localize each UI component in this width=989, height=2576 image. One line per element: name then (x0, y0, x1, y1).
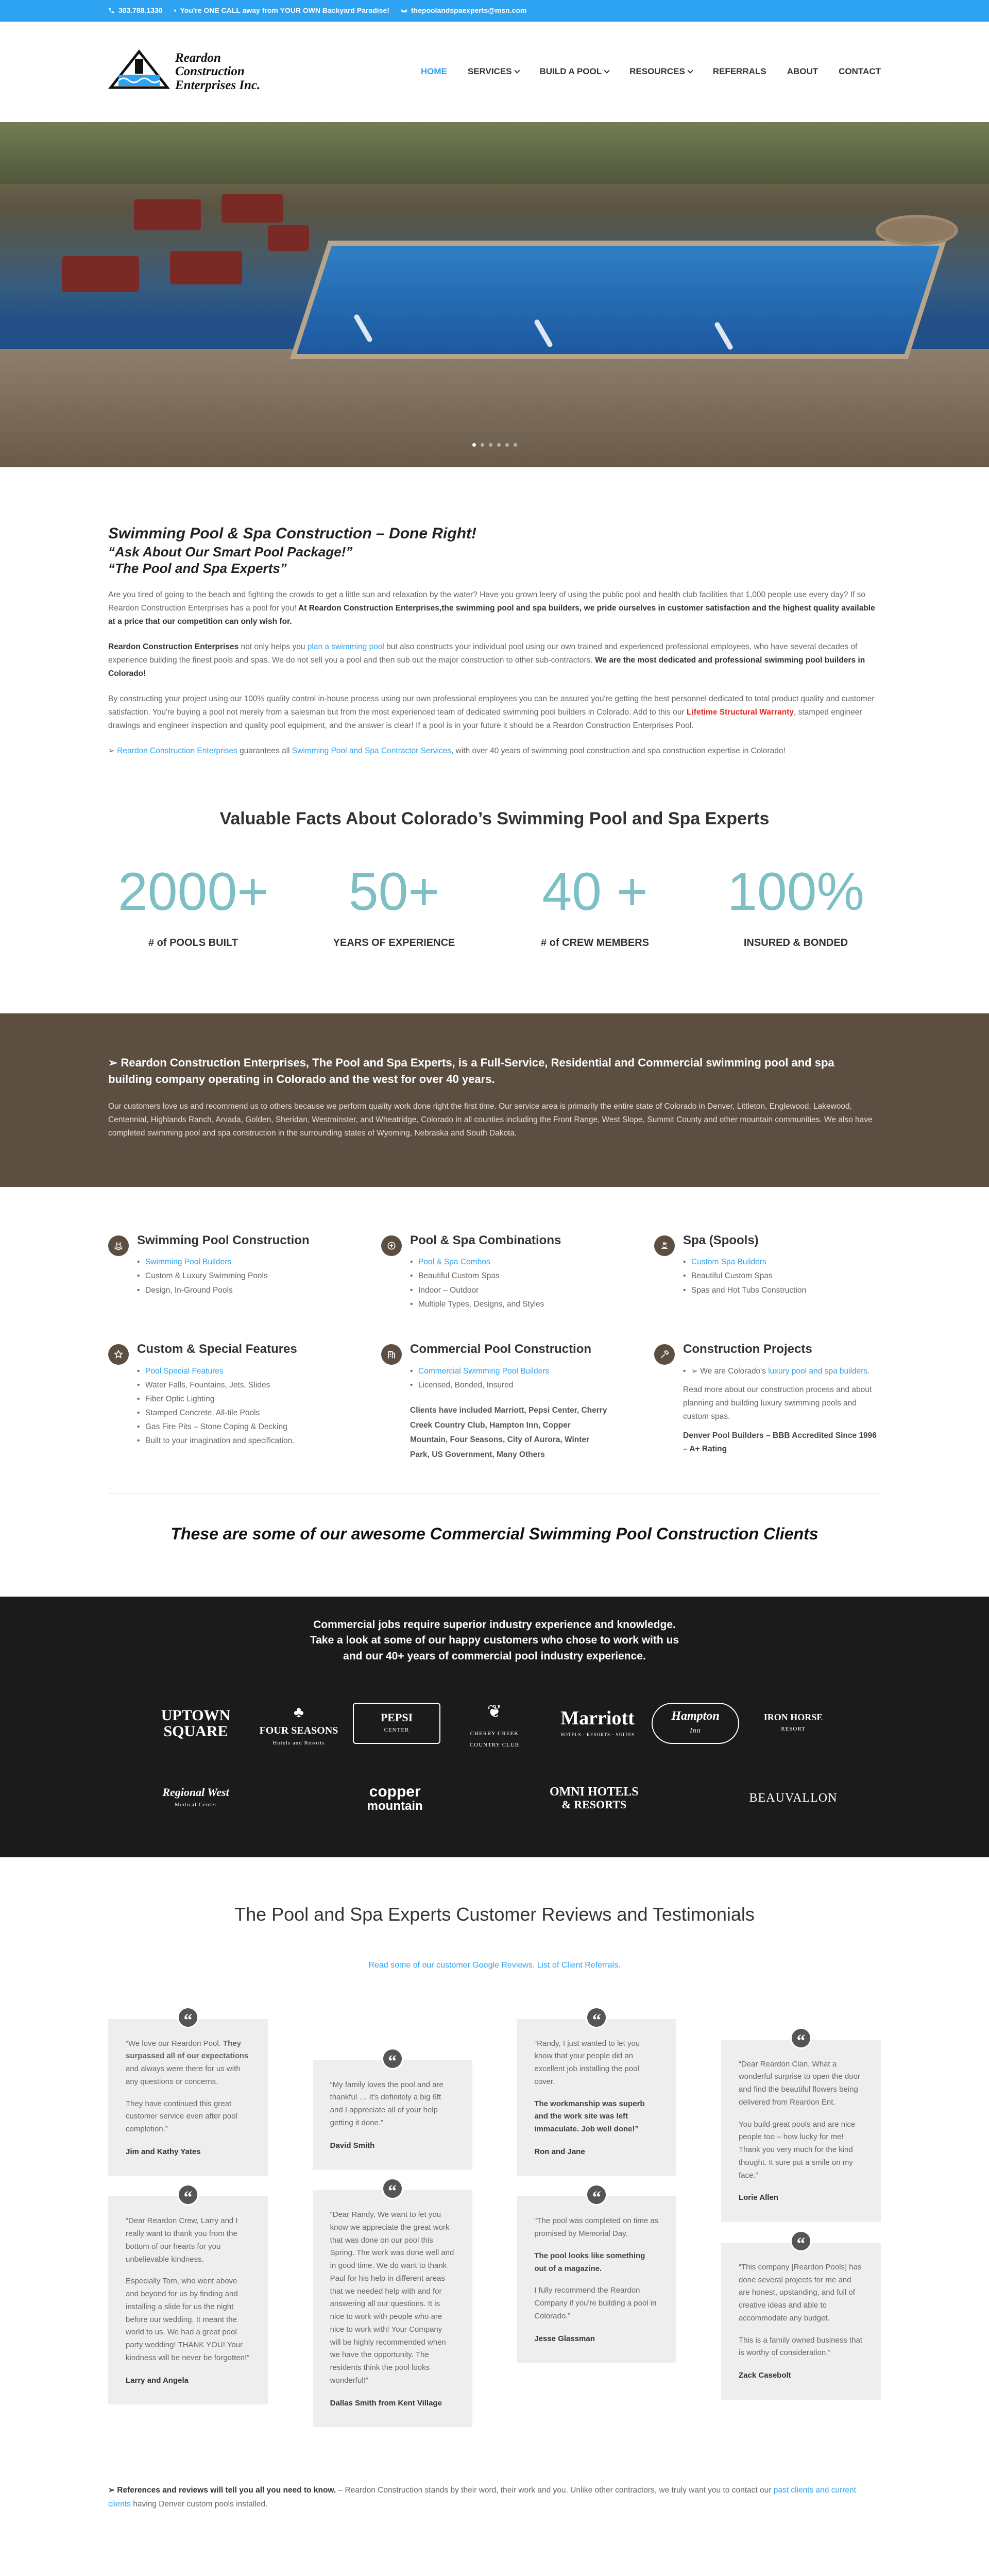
review-text-segment: and always were there for us with any questions or concerns. (126, 2064, 241, 2086)
nav-contact[interactable] (839, 64, 881, 79)
review-author: Larry and Angela (126, 2376, 189, 2385)
fact-label: # of CREW MEMBERS (541, 937, 649, 948)
review-text-segment: The workmanship was superb and the work site was left immaculate. Job well done!” (534, 2099, 645, 2134)
fact-insured (711, 861, 881, 952)
chevron-down-icon (514, 67, 520, 73)
chevron-down-icon (687, 67, 693, 73)
fact-number: 2000+ (117, 861, 269, 922)
client-logo-uptown-square (147, 1700, 245, 1747)
luxury-builders-link[interactable]: luxury pool and spa builders (768, 1366, 868, 1376)
service-list (137, 1364, 297, 1448)
service-spa (654, 1233, 881, 1311)
hammer-icon (654, 1344, 675, 1365)
company-link[interactable]: Reardon Construction Enterprises (117, 746, 237, 755)
logo-line-1: Reardon (175, 51, 221, 65)
nav-referrals-label: REFERRALS (712, 66, 766, 77)
reviews-column (108, 2010, 268, 2428)
projects-text: ➢ We are Colorado's (691, 1366, 769, 1376)
client-logo-name: PEPSI (380, 1711, 413, 1724)
review-text-segment: They surpassed all of our expectations (126, 2039, 249, 2061)
reviews-column (721, 2031, 881, 2428)
review-card (108, 2010, 268, 2176)
clients-section (0, 1597, 989, 1857)
intro-p1-bold: At Reardon Construction Enterprises,the swimming pool and spa builders, we pride ourselves in customer satisfaction and the highest quality available at a price that our competition can only wish for. (108, 603, 875, 626)
client-logo-sub: CENTER (384, 1727, 410, 1734)
topbar-email-text: thepoolandspaexperts@msn.com (411, 6, 527, 15)
topbar-email[interactable] (401, 5, 526, 17)
review-author: Dallas Smith from Kent Village (330, 2398, 442, 2408)
spa-icon (654, 1235, 675, 1256)
review-text (534, 2284, 659, 2323)
intro-paragraph-3 (108, 692, 881, 733)
list-item: • Water Falls, Fountains, Jets, Slides (137, 1378, 297, 1392)
client-logo-pepsi-center (353, 1703, 440, 1744)
fact-years (309, 861, 479, 952)
intro-p2-text-2: but also constructs your individual pool using our own trained and experienced professional employees, who have several decades of experience building the finest pools and spas. We do not sell you a pool and then sub out the major construction to other sub-contractors. (108, 642, 858, 665)
review-text-segment: “Dear Reardon Clan, What a wonderful surprise to open the door and find the beautiful flowers being delivered from Reardon Ent. (738, 2059, 860, 2107)
intro-p2-company: Reardon Construction Enterprises (108, 642, 239, 651)
clients-intro (0, 1617, 989, 1664)
fact-number: 40 + (542, 861, 648, 922)
reviews-column (313, 2052, 472, 2428)
quote-icon: “ (177, 2184, 199, 2206)
reviews-title: The Pool and Spa Experts Customer Reviews and Testimonials (234, 1904, 755, 1925)
logo-line-3: Enterprises Inc. (175, 78, 261, 92)
nav-home-label: HOME (420, 66, 447, 77)
nav-about[interactable] (787, 64, 818, 79)
list-item: • Stamped Concrete, All-tile Pools (137, 1406, 297, 1420)
review-text (534, 2250, 659, 2276)
client-logo-name: copper (369, 1783, 421, 1800)
intro-subtitle-2: “The Pool and Spa Experts” (108, 561, 287, 576)
client-logo-sub: COUNTRY CLUB (469, 1742, 520, 1749)
services-link[interactable]: Swimming Pool and Spa Contractor Services (292, 746, 452, 755)
service-title: Spa (Spools) (683, 1233, 759, 1247)
nav-resources-label: RESOURCES (629, 66, 685, 77)
service-title: Construction Projects (683, 1342, 812, 1356)
service-link[interactable]: Swimming Pool Builders (145, 1258, 232, 1267)
nav-about-label: ABOUT (787, 66, 819, 77)
phone-icon (108, 7, 115, 14)
nav-contact-label: CONTACT (839, 66, 881, 77)
service-pool-spa-combo (381, 1233, 608, 1311)
facts-title: Valuable Facts About Colorado’s Swimming Pool and Spa Experts (219, 808, 770, 828)
client-logo-four-seasons (250, 1700, 348, 1747)
review-text-segment: I fully recommend the Reardon Company if you're building a pool in Colorado.” (534, 2286, 657, 2320)
facts-counters (108, 861, 881, 1013)
fact-crew (510, 861, 680, 952)
list-item[interactable] (683, 1255, 806, 1269)
service-list (410, 1255, 561, 1311)
site-header (0, 22, 989, 122)
client-logo-name: CHERRY CREEK (470, 1730, 519, 1737)
service-list (683, 1255, 806, 1297)
slider-dot[interactable] (514, 443, 517, 447)
intro-paragraph-2 (108, 640, 881, 681)
review-text-segment: You build great pools and are nice people too – how lucky for me! Thank you very much for the kind thought. It sure put a smile on my face.” (738, 2120, 856, 2180)
intro-p3-text: By constructing your project using our 100% quality control in-house process using our own professional employees you can be assured you're getting the best personnel dedicated to total product quality and customer satisfaction. You're buying a pool not merely from a salesman but from the most experienced team of dedicated swimming pool builders in Colorado. Add to this our (108, 694, 875, 717)
services-row (108, 1342, 881, 1463)
review-text-segment: They have continued this great customer service even after pool completion.” (126, 2099, 237, 2134)
fact-number: 50+ (348, 861, 440, 922)
fact-label: YEARS OF EXPERIENCE (333, 937, 455, 948)
client-logo-name: UPTOWN (161, 1706, 231, 1724)
client-list-link[interactable]: past clients and current clients (108, 2486, 856, 2509)
review-text (739, 2058, 863, 2109)
review-text (126, 2038, 250, 2089)
review-text (534, 2098, 659, 2136)
client-logo-name: FOUR SEASONS (259, 1724, 338, 1736)
review-author: Jesse Glassman (534, 2334, 595, 2343)
bbb-note: Denver Pool Builders – BBB Accredited Since 1996 – A+ Rating (683, 1431, 877, 1454)
intro-p4-text-2: , with over 40 years of swimming pool construction and spa construction expertise in Colorado! (451, 746, 786, 755)
service-swimming-pool (108, 1233, 335, 1311)
list-item (683, 1364, 881, 1378)
topbar-phone[interactable] (108, 5, 163, 17)
review-text-segment: “My family loves the pool and are thankful … It's definitely a big 6ft and I appreciate all of your help getting it done.” (330, 2080, 444, 2127)
list-item: • Licensed, Bonded, Insured (410, 1378, 608, 1392)
review-text (534, 2038, 659, 2089)
client-logo-sub: Medical Center (174, 1802, 217, 1808)
list-item[interactable] (137, 1255, 310, 1269)
reviews-column (517, 2010, 676, 2428)
service-list (137, 1255, 310, 1297)
client-logo-beauvallon (744, 1775, 842, 1821)
services-row (108, 1233, 881, 1311)
topbar-promo-text: You're ONE CALL away from YOUR OWN Backyard Paradise! (180, 6, 389, 15)
list-item: • Fiber Optic Lighting (137, 1392, 297, 1406)
reviews-grid (108, 2010, 881, 2428)
reviews-subtitle[interactable] (108, 1958, 881, 1972)
service-link[interactable]: Custom Spa Builders (691, 1258, 766, 1267)
clients-intro-line: and our 40+ years of commercial pool industry experience. (343, 1650, 646, 1662)
slider-dots (0, 443, 989, 447)
slider-dot[interactable] (497, 443, 501, 447)
services-section (108, 1187, 881, 1548)
client-logo-sub: HOTELS · RESORTS · SUITES (560, 1732, 635, 1737)
fact-pools-built (108, 861, 278, 952)
building-icon (381, 1344, 402, 1365)
nav-services[interactable] (468, 64, 519, 79)
review-text (739, 2334, 863, 2360)
client-logos (147, 1700, 842, 1821)
review-author: Zack Casebolt (738, 2371, 791, 2380)
review-card (108, 2188, 268, 2404)
client-logo-cherry-creek (446, 1700, 543, 1747)
clients-intro-line: Commercial jobs require superior industry experience and knowledge. (313, 1618, 676, 1631)
review-text (330, 2209, 455, 2387)
hero-chair (134, 199, 201, 230)
review-text (739, 2261, 863, 2325)
intro-title: Swimming Pool & Spa Construction – Done Right! (108, 525, 477, 542)
service-projects (654, 1342, 881, 1463)
service-link[interactable]: Commercial Swimming Pool Builders (418, 1366, 550, 1376)
client-logo-marriott (549, 1700, 646, 1747)
client-logo-name: Marriott (560, 1707, 635, 1729)
service-link[interactable]: Pool & Spa Combos (418, 1258, 490, 1267)
slider-dot[interactable] (481, 443, 484, 447)
slider-dot[interactable] (472, 443, 476, 447)
references-text: – Reardon Construction stands by their word, their work and you. Unlike other contractors, we truly want you to contact our (336, 2486, 774, 2495)
client-logo-sub: Hotels and Resorts (272, 1739, 325, 1746)
slider-dot[interactable] (489, 443, 492, 447)
review-text (534, 2215, 659, 2241)
review-text (126, 2215, 250, 2266)
review-text-segment: “Randy, I just wanted to let you know that your people did an excellent job installing the pool cover. (534, 2039, 640, 2086)
review-card (517, 2188, 676, 2363)
hero-chair (170, 251, 242, 284)
about-band (0, 1013, 989, 1187)
hero-chair (62, 256, 139, 292)
intro-p2-text: not only helps you (238, 642, 308, 651)
client-logo-hampton-inn (652, 1703, 739, 1744)
list-item: • Custom & Luxury Swimming Pools (137, 1269, 310, 1283)
about-band-body: Our customers love us and recommend us to others because we perform quality work done right the first time. Our service area is primarily the entire state of Colorado in Denver, Littleton, Englewood, Lakewood, Centennial, Highlands Ranch, Arvada, Golden, Sheridan, Westminster, and Wheatridge, Colorado in all counties including the Front Range, West Slope, Summit County and other mountain communities. We also have completed swimming pool and spa construction in the surrounding states of Wyoming, Nebraska and South Dakota. (108, 1101, 873, 1138)
quote-icon: “ (177, 2007, 199, 2028)
review-card (517, 2010, 676, 2176)
list-item: • Design, In-Ground Pools (137, 1283, 310, 1297)
review-text-segment: The pool looks like something out of a magazine. (534, 2251, 645, 2273)
review-card (313, 2182, 472, 2427)
logo-line-2: Construction (175, 64, 245, 79)
list-item: • Built to your imagination and specification. (137, 1434, 297, 1448)
service-special-features (108, 1342, 335, 1463)
client-logo-omni (545, 1775, 643, 1821)
review-text-segment: Especially Tom, who went above and beyond for us by finding and installing a slide for us the night before our wedding. It meant the world to us. We had a great pool party wedding! THANK YOU! Your kindness will be never be forgotten!” (126, 2277, 250, 2362)
review-card (721, 2234, 881, 2400)
references-text-end: having Denver custom pools installed. (130, 2499, 268, 2509)
review-text (126, 2098, 250, 2136)
review-text-segment: This is a family owned business that is worthy of consideration.” (738, 2335, 863, 2358)
service-title: Pool & Spa Combinations (410, 1233, 561, 1247)
combo-icon (381, 1235, 402, 1256)
list-item[interactable] (410, 1255, 561, 1269)
quote-icon: “ (790, 2027, 812, 2049)
list-item: • Indoor – Outdoor (410, 1283, 561, 1297)
tree-icon: ♣ (294, 1703, 304, 1721)
client-logo-name: OMNI HOTELS (549, 1785, 639, 1799)
client-logo-regional-west (147, 1775, 245, 1821)
intro-p4-text: guarantees all (237, 746, 292, 755)
review-author: Jim and Kathy Yates (126, 2147, 201, 2156)
nav-build-a-pool[interactable] (540, 64, 609, 79)
logo-mark-icon (108, 46, 170, 98)
intro-paragraph-4 (108, 744, 881, 758)
list-item: • Multiple Types, Designs, and Styles (410, 1297, 561, 1311)
hero-slider[interactable] (0, 122, 989, 467)
star-icon (108, 1344, 129, 1365)
review-author: David Smith (330, 2141, 375, 2150)
envelope-icon (401, 7, 407, 14)
review-card (721, 2031, 881, 2222)
hero-chair (268, 225, 309, 251)
slider-dot[interactable] (505, 443, 509, 447)
list-item: • Spas and Hot Tubs Construction (683, 1283, 806, 1297)
hero-chair (221, 194, 283, 223)
service-list (683, 1364, 881, 1378)
client-logo-sub: & RESORTS (561, 1798, 627, 1811)
intro-section (108, 467, 881, 1013)
review-text-segment: “This company [Reardon Pools] has done several projects for me and are honest, upstanding, and full of creative ideas and able to accommodate any budget. (738, 2262, 862, 2323)
pool-icon (108, 1235, 129, 1256)
references-paragraph (108, 2484, 881, 2576)
client-logo-sub: RESORT (781, 1726, 806, 1733)
hero-pool (290, 241, 947, 359)
hero-firepit (876, 215, 958, 246)
warranty-highlight: Lifetime Structural Warranty (687, 707, 794, 717)
client-logo-sub: SQUARE (163, 1723, 228, 1740)
hero-trees (0, 122, 989, 184)
topbar-phone-text: 303.788.1330 (118, 6, 163, 15)
review-author: Lorie Allen (738, 2193, 778, 2202)
intro-p3-text-2: , stamped engineer drawings and engineer inspection and quality pool equipment, and the answer is clear! If a pool is in your future it should be a Reardon Construction Enterprises Pool. (108, 707, 862, 731)
main-nav (421, 64, 881, 79)
client-logo-name: BEAUVALLON (749, 1791, 838, 1805)
list-item[interactable] (410, 1364, 608, 1378)
client-logo-name: Regional West (162, 1786, 229, 1799)
client-logo-iron-horse (744, 1700, 842, 1747)
projects-text-end: . (867, 1366, 870, 1376)
clients-intro-line: Take a look at some of our happy customers who chose to work with us (310, 1634, 679, 1647)
client-logo-copper-mountain (346, 1775, 444, 1821)
nav-resources[interactable] (629, 64, 692, 79)
review-text-segment: “Dear Randy, We want to let you know we appreciate the great work that was done on our pool this Spring. The work was done well and in good time. We do want to thank Paul for his help in different areas that we needed help with and for answering all our questions. It is nice to work with people who are nice to work with! Your Company will be highly recommended when we have the opportunity. The residents think the pool looks wonderful!” (330, 2210, 454, 2385)
intro-subtitle-1: “Ask About Our Smart Pool Package!” (108, 544, 353, 560)
quote-icon: “ (586, 2007, 607, 2028)
quote-icon: “ (382, 2048, 403, 2070)
logo-text (175, 52, 260, 92)
chevron-down-icon (604, 67, 609, 73)
intro-paragraph-1 (108, 588, 881, 629)
fact-label: # of POOLS BUILT (148, 937, 238, 948)
nav-referrals[interactable] (713, 64, 766, 79)
site-logo[interactable] (108, 44, 278, 100)
plan-pool-link[interactable]: plan a swimming pool (307, 642, 384, 651)
quote-icon: “ (586, 2184, 607, 2206)
intro-p1-text: Are you tired of going to the beach and fighting the crowds to get a little sun and relaxation by the water? Have you grown leery of using the public pool and health club facilities that 1,000 people use every day? If so Reardon Construction Enterprises has a pool for you! (108, 590, 865, 613)
reviews-section (108, 1857, 881, 2576)
intro-p2-bold: We are the most dedicated and professional swimming pool builders in Colorado! (108, 655, 865, 679)
client-logo-name: Hampton (671, 1709, 720, 1723)
commercial-clients-title: These are some of our awesome Commercial Swimming Pool Construction Clients (170, 1524, 819, 1543)
list-item: • Beautiful Custom Spas (683, 1269, 806, 1283)
list-item[interactable] (137, 1364, 297, 1378)
topbar-promo (174, 5, 389, 17)
crest-icon: ❦ (487, 1702, 502, 1721)
nav-services-label: SERVICES (467, 66, 512, 77)
list-item: • Beautiful Custom Spas (410, 1269, 561, 1283)
client-logo-sub: mountain (367, 1799, 423, 1814)
service-title: Commercial Pool Construction (410, 1342, 592, 1356)
client-logo-sub: Inn (690, 1726, 701, 1735)
nav-home[interactable] (421, 64, 447, 79)
service-link[interactable]: Pool Special Features (145, 1366, 224, 1376)
review-text (126, 2275, 250, 2364)
service-list (410, 1364, 608, 1392)
review-card (313, 2052, 472, 2170)
review-author: Ron and Jane (534, 2147, 585, 2156)
projects-paragraph: Read more about our construction process and about planning and building luxury swimming pools and custom spas. (683, 1385, 872, 1421)
about-band-heading: ➢ Reardon Construction Enterprises, The Pool and Spa Experts, is a Full-Service, Residential and Commercial swimming pool and spa building company operating in Colorado and the west for over 40 years. (108, 1056, 834, 1086)
references-lead: ➢ References and reviews will tell you all you need to know. (108, 2486, 336, 2495)
list-item: • Gas Fire Pits – Stone Coping & Decking (137, 1420, 297, 1434)
fact-label: INSURED & BONDED (743, 937, 848, 948)
hero-deck (0, 349, 989, 467)
review-text (330, 2079, 455, 2130)
fact-number: 100% (727, 861, 864, 922)
review-text-segment: “Dear Reardon Crew, Larry and I really want to thank you from the bottom of our hearts for you unbelievable kindness. (126, 2216, 238, 2264)
arrow-icon: ➢ (108, 746, 117, 755)
bullet-icon: • (174, 6, 177, 15)
quote-icon: “ (790, 2230, 812, 2252)
nav-build-a-pool-label: BUILD A POOL (539, 66, 602, 77)
service-title: Swimming Pool Construction (137, 1233, 310, 1247)
client-logo-name: IRON HORSE (763, 1712, 823, 1723)
google-reviews-link[interactable]: Read some of our customer Google Reviews. List of Client Referrals. (368, 1961, 621, 1970)
quote-icon: “ (382, 2178, 403, 2199)
review-text-segment: “The pool was completed on time as promised by Memorial Day. (534, 2216, 659, 2239)
top-bar (0, 0, 989, 22)
review-text-segment: “We love our Reardon Pool. (126, 2039, 223, 2048)
commercial-clients-text: Clients have included Marriott, Pepsi Center, Cherry Creek Country Club, Hampton Inn, Copper Mountain, Four Seasons, City of Aurora, Winter Park, US Government, Many Others (410, 1405, 607, 1459)
review-text (739, 2119, 863, 2182)
service-commercial (381, 1342, 608, 1463)
service-title: Custom & Special Features (137, 1342, 297, 1356)
